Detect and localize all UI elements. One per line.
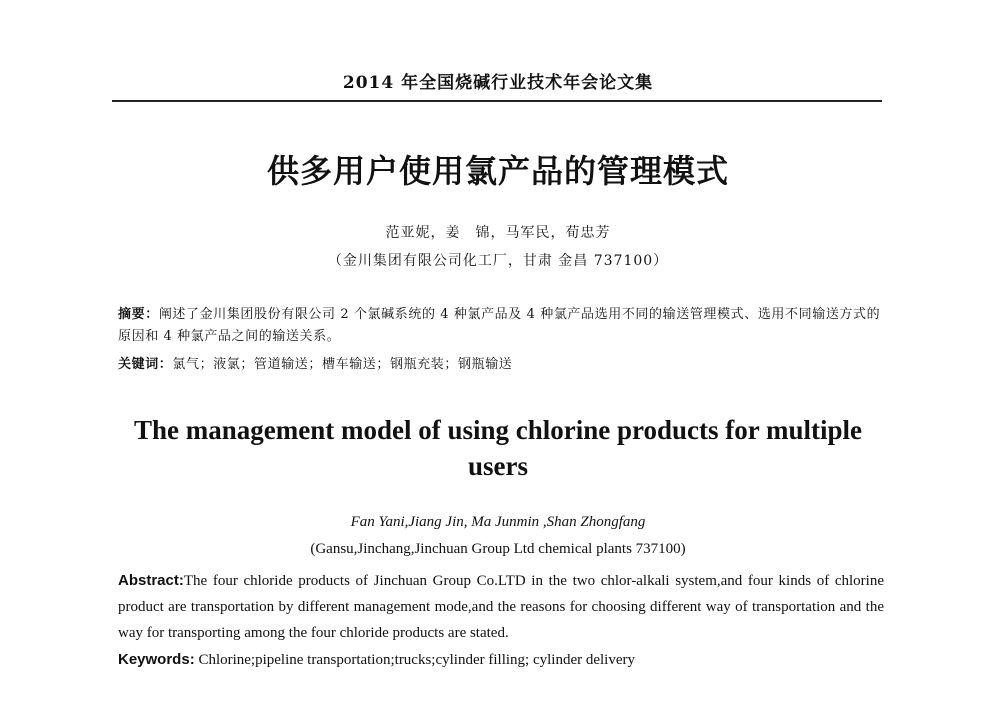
running-header: 2014 年全国烧碱行业技术年会论文集 [342,73,654,93]
english-abstract [118,568,884,646]
chinese-keywords [118,355,886,375]
chinese-title: 供多用户使用氯产品的管理模式 [266,152,729,190]
english-authors: Fan Yani,Jiang Jin, Ma Junmin ,Shan Zhongfang [350,514,646,530]
chinese-abstract-text: 阐述了金川集团股份有限公司 2 个氯碱系统的 4 种氯产品及 4 种氯产品选用不同的输送管理模式、选用不同输送方式的原因和 4 种氯产品之间的输送关系。 [118,307,881,344]
english-keywords [118,649,884,671]
english-title: The management model of using chlorine products for multiple users [133,415,862,481]
header-divider [112,100,882,102]
chinese-abstract [118,304,886,348]
chinese-affiliation: （金川集团有限公司化工厂，甘肃 金昌 737100） [327,253,669,269]
chinese-abstract-label: 摘要： [118,307,159,322]
chinese-keywords-text: 氯气；液氯；管道输送；槽车输送；钢瓶充装；钢瓶输送 [172,357,513,372]
chinese-keywords-label: 关键词： [118,357,173,372]
english-abstract-label: Abstract: [118,572,184,589]
english-keywords-label: Keywords: [118,651,195,668]
english-affiliation: (Gansu,Jinchang,Jinchuan Group Ltd chemical plants 737100) [310,541,686,557]
chinese-authors: 范亚妮，姜 锦，马军民，荀忠芳 [385,225,611,241]
english-abstract-text: The four chloride products of Jinchuan Group Co.LTD in the two chlor-alkali system,and four kinds of chlorine product are transportation by different management mode,and the reasons for choosing different way of transportation and the way for transporting among the four chloride products are stated. [118,573,884,641]
english-keywords-text: Chlorine;pipeline transportation;trucks;cylinder filling; cylinder delivery [194,652,635,668]
